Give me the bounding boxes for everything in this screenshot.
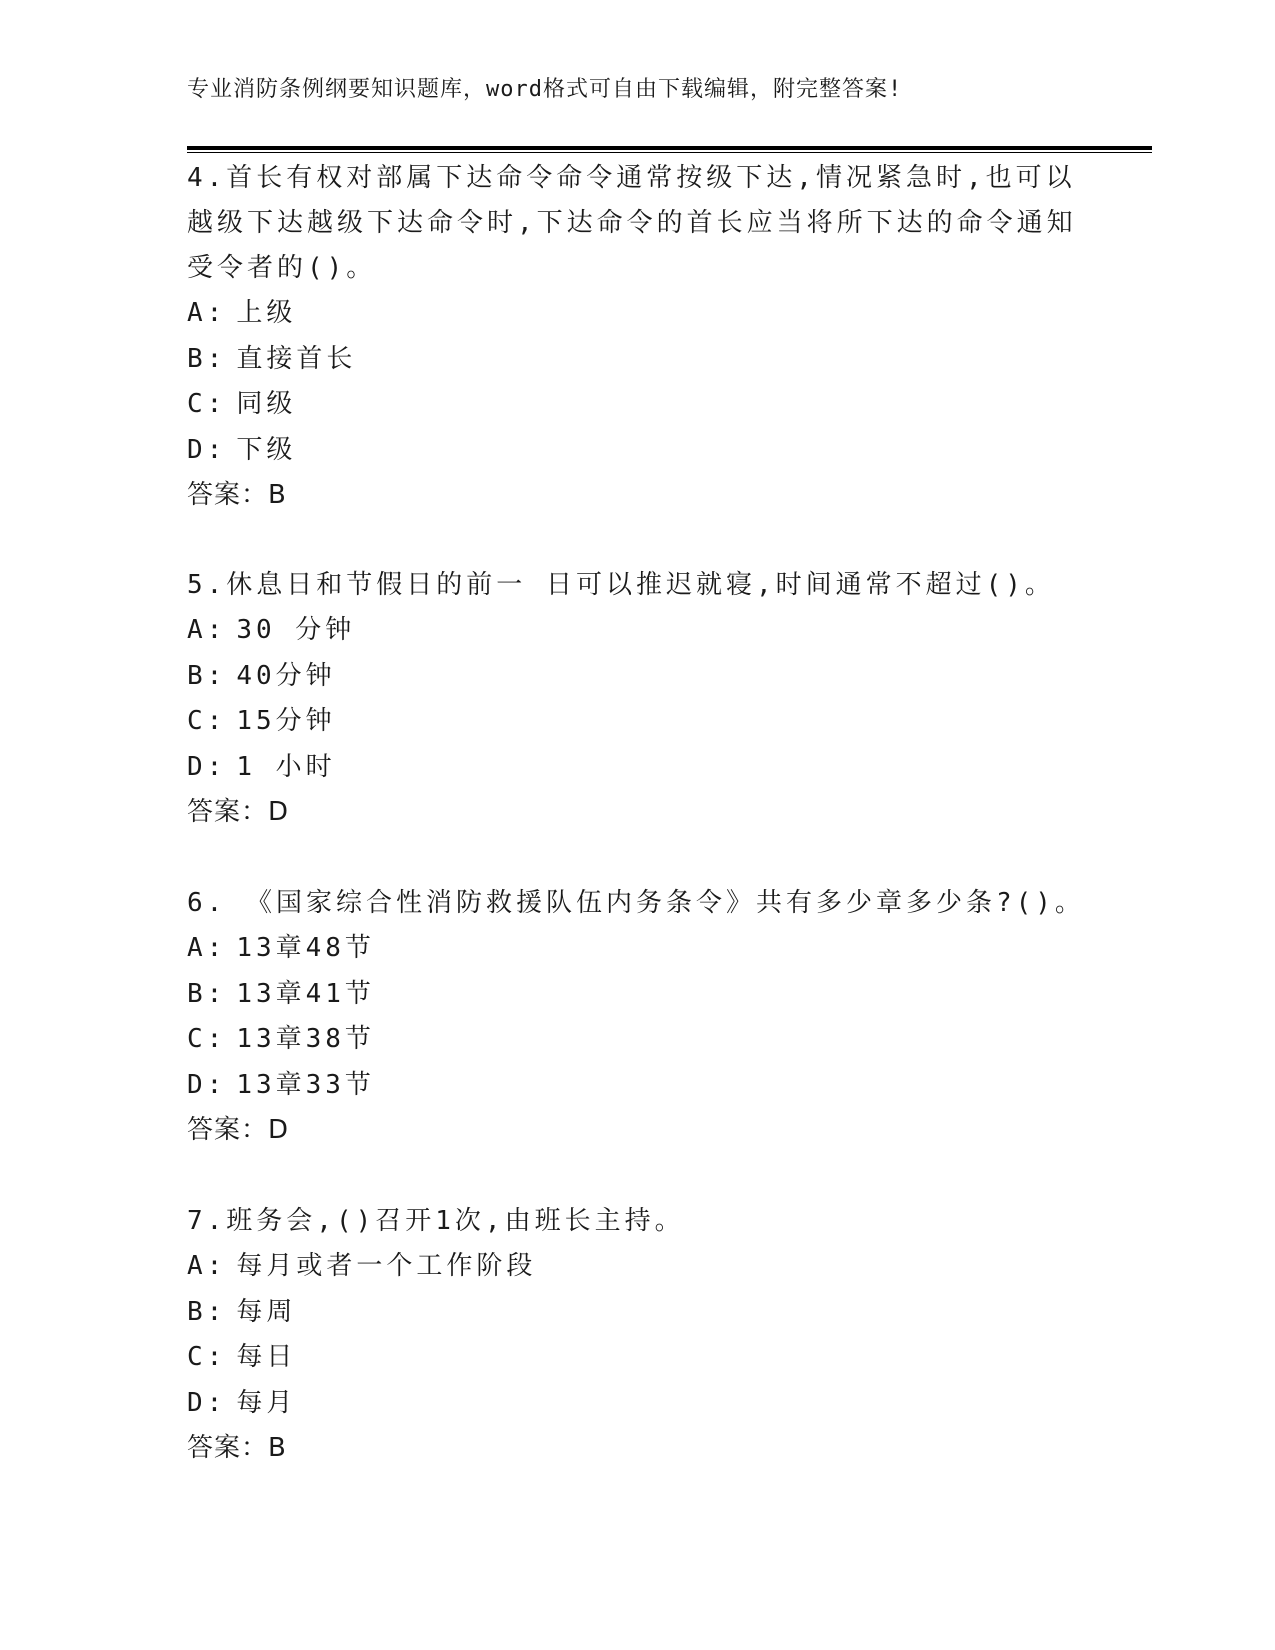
option-d xyxy=(187,428,1087,474)
option-a xyxy=(187,291,1087,337)
option-text: 13章38节 xyxy=(236,1024,375,1054)
option-text: 40分钟 xyxy=(236,660,336,691)
option-label: A: xyxy=(187,615,227,645)
option-b xyxy=(187,654,1087,700)
option-text: 15分钟 xyxy=(236,706,336,736)
header-rule-thin xyxy=(187,152,1152,153)
question-7 xyxy=(187,1199,1087,1472)
option-a xyxy=(187,926,1087,972)
option-a xyxy=(187,1244,1087,1290)
option-text: 30 分钟 xyxy=(236,615,356,645)
option-text: 1 小时 xyxy=(236,751,336,782)
option-label: C: xyxy=(187,706,227,736)
option-text: 13章33节 xyxy=(236,1069,375,1100)
option-c xyxy=(187,1335,1087,1381)
answer: 答案：B xyxy=(187,1433,287,1463)
option-label: A: xyxy=(187,1251,227,1281)
option-text: 13章41节 xyxy=(236,978,375,1009)
question-stem: 6. 《国家综合性消防救援队伍内务条令》共有多少章多少条?()。 xyxy=(187,888,1085,918)
option-label: D: xyxy=(187,1069,227,1100)
header-rule-thick xyxy=(187,146,1152,150)
answer: 答案：B xyxy=(187,480,287,510)
question-stem: 4.首长有权对部属下达命令命令通常按级下达,情况紧急时,也可以 越级下达越级下达命令时,下达命令的首长应当将所下达的命令通知受令者的()。 xyxy=(187,163,1077,283)
option-label: A: xyxy=(187,933,227,963)
option-label: B: xyxy=(187,978,227,1009)
option-label: C: xyxy=(187,1342,227,1372)
question-stem: 7.班务会,()召开1次,由班长主持。 xyxy=(187,1206,685,1236)
option-text: 同级 xyxy=(236,389,297,419)
question-6 xyxy=(187,881,1087,1154)
question-stem: 5.休息日和节假日的前一 日可以推迟就寝,时间通常不超过()。 xyxy=(187,570,1055,600)
option-text: 每日 xyxy=(236,1342,297,1372)
document-header: 专业消防条例纲要知识题库，word格式可自由下载编辑，附完整答案! xyxy=(187,77,903,102)
option-d xyxy=(187,745,1087,791)
option-b xyxy=(187,337,1087,383)
option-text: 上级 xyxy=(236,298,297,328)
option-c xyxy=(187,1017,1087,1063)
answer: 答案：D xyxy=(187,797,290,827)
option-text: 每月 xyxy=(236,1387,297,1418)
option-d xyxy=(187,1063,1087,1109)
option-b xyxy=(187,972,1087,1018)
option-label: D: xyxy=(187,751,227,782)
option-label: D: xyxy=(187,1387,227,1418)
option-label: C: xyxy=(187,389,227,419)
option-a xyxy=(187,608,1087,654)
question-5 xyxy=(187,563,1087,836)
answer: 答案：D xyxy=(187,1115,290,1145)
option-text: 每周 xyxy=(236,1296,297,1327)
option-b xyxy=(187,1290,1087,1336)
option-c xyxy=(187,699,1087,745)
option-text: 13章48节 xyxy=(236,933,375,963)
option-label: D: xyxy=(187,434,227,465)
option-d xyxy=(187,1381,1087,1427)
option-c xyxy=(187,382,1087,428)
option-text: 每月或者一个工作阶段 xyxy=(236,1251,537,1281)
option-label: B: xyxy=(187,343,227,374)
option-label: A: xyxy=(187,298,227,328)
option-label: C: xyxy=(187,1024,227,1054)
option-label: B: xyxy=(187,1296,227,1327)
question-4 xyxy=(187,156,1087,519)
option-text: 直接首长 xyxy=(236,343,357,374)
option-label: B: xyxy=(187,660,227,691)
option-text: 下级 xyxy=(236,434,297,465)
